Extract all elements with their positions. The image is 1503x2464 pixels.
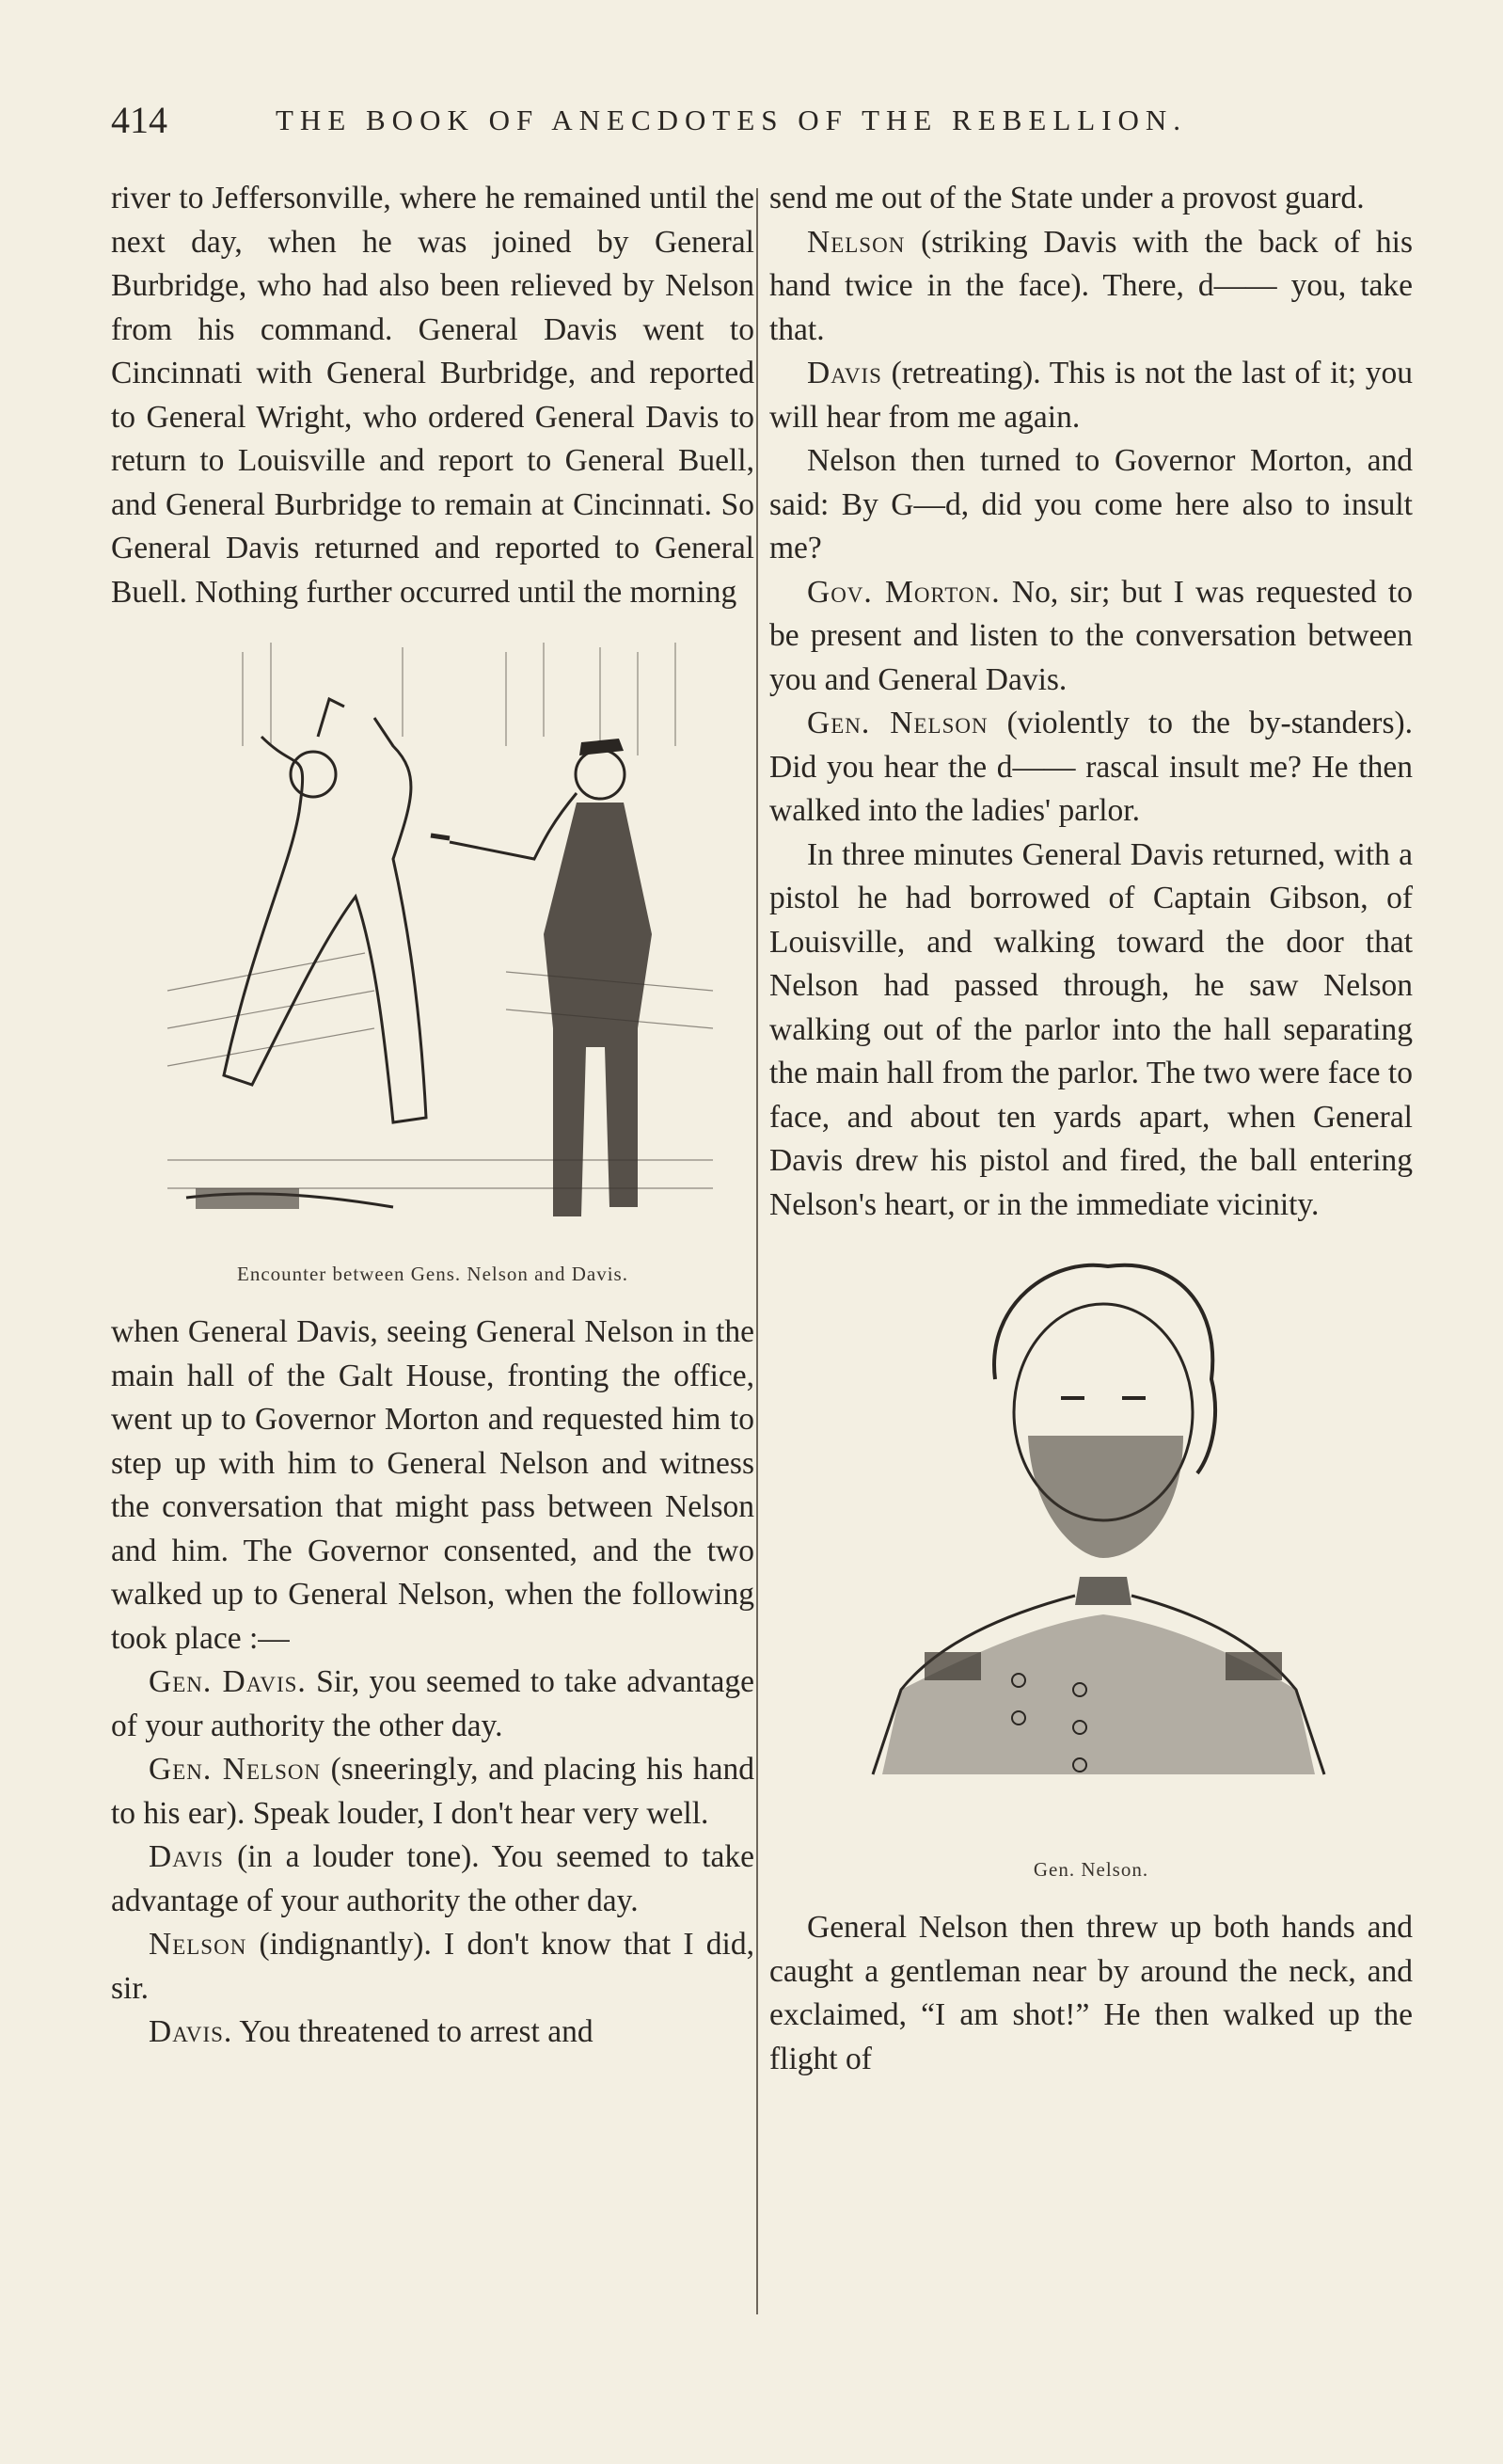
paragraph: river to Jeffersonville, where he remained until the next day, when he was joined by General Burbridge, who had also been relieved by Nelson from his command. General Davis went to Cincinnati with General Burbridge, and reported to General Wright, who ordered General Davis to return to Louisville and report to General Buell, and General Burbridge to remain at Cincinnati. So General Davis returned and reported to General Buell. Nothing further occurred until the morning bbox=[111, 181, 754, 610]
dialogue-text: (violently to the by-standers). Did you hear the d—— rascal insult me? He then walked into the ladies' parlor. bbox=[769, 706, 1414, 828]
dialogue-line bbox=[769, 571, 1413, 703]
speaker: Gen. Nelson bbox=[807, 706, 989, 740]
dialogue-text: (sneeringly, and placing his hand to his ear). Speak louder, I don't hear very well. bbox=[111, 1752, 754, 1831]
dialogue-text: (striking Davis with the back of his hand twice in the face). There, d—— you, take that. bbox=[769, 224, 1413, 347]
figure-caption: Gen. Nelson. bbox=[1033, 1858, 1149, 1881]
speaker: Davis bbox=[149, 1839, 224, 1874]
speaker: Davis. bbox=[149, 2014, 233, 2049]
dialogue-text: (retreating). This is not the last of it; you will hear from me again. bbox=[769, 356, 1413, 435]
figure-portrait bbox=[769, 1248, 1413, 1884]
left-column bbox=[111, 177, 754, 2055]
page-number: 414 bbox=[111, 99, 167, 141]
dialogue-line bbox=[769, 702, 1413, 834]
paragraph: In three minutes General Davis returned, with a pistol he had borrowed of Captain Gibson, of Louisville, and walking toward the door that Nelson had passed through, he saw Nelson walking out of the parlor into the hall separating the main hall from the parlor. The two were face to face, and about ten yards apart, when General Davis drew his pistol and fired, the ball entering Nelson's heart, or in the immediate vicinity. bbox=[769, 836, 1413, 1222]
dialogue-text: No, sir; but I was requested to be present and listen to the conversation between you and General Davis. bbox=[769, 574, 1413, 697]
figure-caption: Encounter between Gens. Nelson and Davis. bbox=[237, 1263, 628, 1285]
paragraph: Nelson then turned to Governor Morton, and said: By G—d, did you come here also to insult me? bbox=[769, 443, 1413, 565]
dialogue-line bbox=[111, 1661, 754, 1748]
dialogue-line bbox=[769, 221, 1413, 353]
paragraph: send me out of the State under a provost guard. bbox=[769, 181, 1365, 215]
portrait-illustration bbox=[769, 1248, 1413, 1850]
paragraph: when General Davis, seeing General Nelson in the main hall of the Galt House, fronting the office, went up to Governor Morton and requested him to step up with him to General Nelson and witness the conversation that might pass between Nelson and him. The Governor consented, and the two walked up to General Nelson, when the following took place :— bbox=[111, 1314, 754, 1656]
dialogue-text: (in a louder tone). You seemed to take advantage of your authority the other day. bbox=[111, 1839, 754, 1918]
speaker: Gen. Nelson bbox=[149, 1752, 322, 1787]
dialogue-line bbox=[111, 1923, 754, 2011]
figure-encounter bbox=[111, 633, 754, 1288]
running-header bbox=[111, 98, 1258, 151]
speaker: Nelson bbox=[807, 224, 906, 260]
speaker: Gen. Davis. bbox=[149, 1664, 307, 1699]
dialogue-line bbox=[111, 1748, 754, 1836]
dialogue-text: (indignantly). I don't know that I did, sir. bbox=[111, 1927, 754, 2006]
dialogue-text: Sir, you seemed to take advantage of your authority the other day. bbox=[111, 1664, 755, 1743]
column-divider bbox=[756, 188, 758, 2314]
right-column bbox=[769, 177, 1413, 2081]
dialogue-line bbox=[111, 2011, 754, 2055]
speaker: Davis bbox=[807, 356, 882, 390]
encounter-illustration bbox=[111, 633, 754, 1254]
dialogue-line bbox=[111, 1836, 754, 1923]
running-title: THE BOOK OF ANECDOTES OF THE REBELLION. bbox=[276, 103, 1188, 136]
dialogue-text: You threatened to arrest and bbox=[232, 2014, 593, 2049]
speaker: Gov. Morton. bbox=[807, 574, 1001, 610]
paragraph: General Nelson then threw up both hands and caught a gentleman near by around the neck, and exclaimed, “I am shot!” He then walked up the flight of bbox=[769, 1910, 1413, 2076]
speaker: Nelson bbox=[149, 1927, 247, 1962]
dialogue-line bbox=[769, 352, 1413, 439]
